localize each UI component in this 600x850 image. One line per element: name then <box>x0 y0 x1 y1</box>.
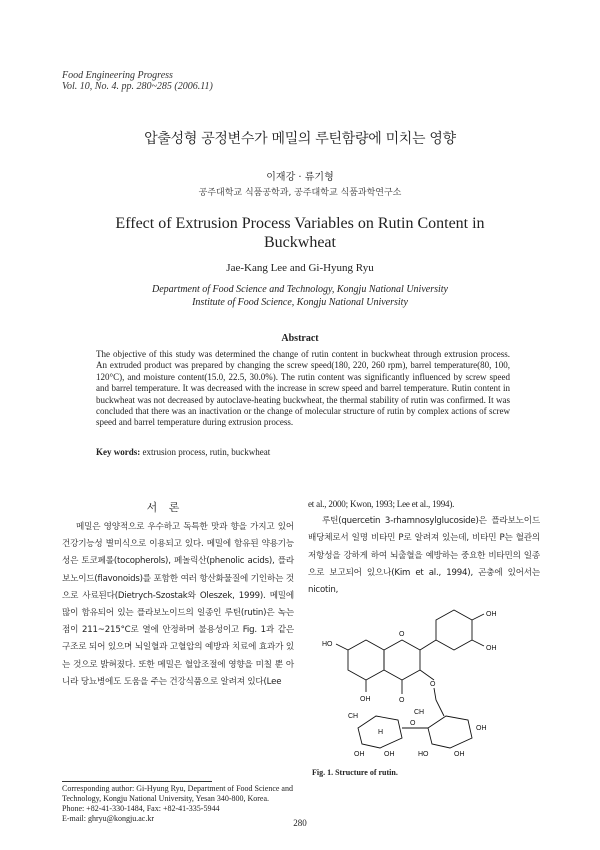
label-o-link: O <box>430 681 436 688</box>
english-authors: Jae-Kang Lee and Gi-Hyung Ryu <box>226 262 374 274</box>
korean-affiliation: 공주대학교 식품공학과, 공주대학교 식품과학연구소 <box>198 188 402 198</box>
keywords-value: extrusion process, rutin, buckwheat <box>140 447 271 457</box>
label-sugar-oh-4: OH <box>476 725 487 732</box>
label-h: H <box>378 729 384 736</box>
sugar-ring-2 <box>428 716 472 748</box>
figure-caption: Fig. 1. Structure of rutin. <box>312 768 398 777</box>
label-oh-1: OH <box>486 611 497 618</box>
korean-title: 압출성형 공정변수가 메밀의 루틴함량에 미치는 영향 <box>144 131 456 147</box>
label-o-ring: O <box>399 631 405 638</box>
label-sugar-oh-2: OH <box>384 751 395 758</box>
left-column-text: 메밀은 영양적으로 우수하고 독특한 맛과 향을 가지고 있어 건강기능성 별미식으로 이용되고 있다. 메밀에 함유된 약용기능성은 토코페롤(tocopherols), 페놀릭산(phenolic acids), 플라보노이드(flavonoids)를 포함한 여러 항산화물질에 기인하는 것으로 사료된다(Dietrych-Szostak와 Oleszek, 1999). 메밀에 많이 함유되어 있는 플라보노이드의 일종인 루틴(rutin)은 녹는점이 211~215°C로 열에 안정하며 불용성이고 Fig. 1과 같은 구조로 되어 있으며 뇌일혈과 고혈압의 예방과 치료에 효과가 있는 것으로 밝혀졌다. 또한 메밀은 혈압조절에 영향을 미칠 뿐 아니라 당뇨병에도 도움을 주는 건강식품으로 알려져 있다(Lee <box>62 522 294 687</box>
keywords-label: Key words: <box>96 447 141 457</box>
footnote-line-3: E-mail: ghryu@kongju.ac.kr <box>62 814 155 823</box>
label-sugar-oh-1: OH <box>354 751 365 758</box>
page-number: 280 <box>293 818 307 828</box>
footnote-line-1: Corresponding author: Gi-Hyung Ryu, Department of Food Science and Technology, Kongju National University, Yesan 340-800, Korea. <box>62 784 293 803</box>
right-column <box>308 496 540 599</box>
right-column-continuation: et al., 2000; Kwon, 1993; Lee et al., 1994). <box>308 499 455 509</box>
label-o-carbonyl: O <box>399 697 405 704</box>
label-oh-2: OH <box>486 645 497 652</box>
abstract-body: The objective of this study was determined the change of rutin content in buckwheat through extrusion process. An extruded product was prepared by changing the screw speed(180, 220, 260 rpm), barrel temperature(80, 100, 120°C), and moisture content(15.0, 22.5, 30.0%). The rutin content was significantly influenced by screw speed and barrel temperature. It was decreased with the increase in screw speed and barrel temperature. Rutin content in buckwheat was not decreased by autoclave-heating buckwheat, the thermal stability of rutin was confirmed. It was concluded that there was an inactivation or the change of molecular structure of rutin by complex actions of screw speed and barrel temperature during extrusion process. <box>96 349 510 428</box>
footnote-line-2: Phone: +82-41-330-1484, Fax: +82-41-335-5944 <box>62 804 220 813</box>
right-column-paragraph: 루틴(quercetin 3-rhamnosylglucoside)은 플라보노이드 배당체로서 일명 비타민 P로 알려져 있는데, 비타민 P는 혈관의 저항성을 강하게 하여 뇌출혈을 예방하는 중요한 비타민의 일종으로 보고되어 있으나(Kim et al., 1994), 곤충에 있어서는 nicotin, <box>308 516 540 596</box>
label-sugar-ho: HO <box>418 751 429 758</box>
ring-a <box>348 640 384 680</box>
footnote-divider <box>62 781 212 782</box>
label-oh-bottom: OH <box>360 696 371 703</box>
affiliation-line-1: Department of Food Science and Technology, Kongju National University <box>152 284 448 295</box>
journal-volume: Vol. 10, No. 4. pp. 280~285 (2006.11) <box>62 81 213 92</box>
label-sugar-oh-3: OH <box>454 751 465 758</box>
english-title: Effect of Extrusion Process Variables on Rutin Content in Buckwheat <box>115 215 485 251</box>
korean-authors: 이재강 · 류기형 <box>266 172 334 183</box>
rutin-structure-figure <box>318 588 528 760</box>
label-ch2: CH <box>414 709 425 716</box>
english-affiliation <box>0 283 600 309</box>
affiliation-line-2: Institute of Food Science, Kongju National University <box>192 297 408 308</box>
label-ch3: CH <box>348 713 359 720</box>
label-ho: HO <box>322 641 333 648</box>
journal-name: Food Engineering Progress <box>62 70 173 81</box>
abstract-heading: Abstract <box>281 333 319 344</box>
ring-c <box>384 640 420 680</box>
section-heading-introduction: 서 론 <box>146 501 184 514</box>
journal-header <box>62 70 213 92</box>
ring-b <box>436 610 472 650</box>
label-o-sugar: O <box>410 720 416 727</box>
keywords <box>96 447 510 457</box>
